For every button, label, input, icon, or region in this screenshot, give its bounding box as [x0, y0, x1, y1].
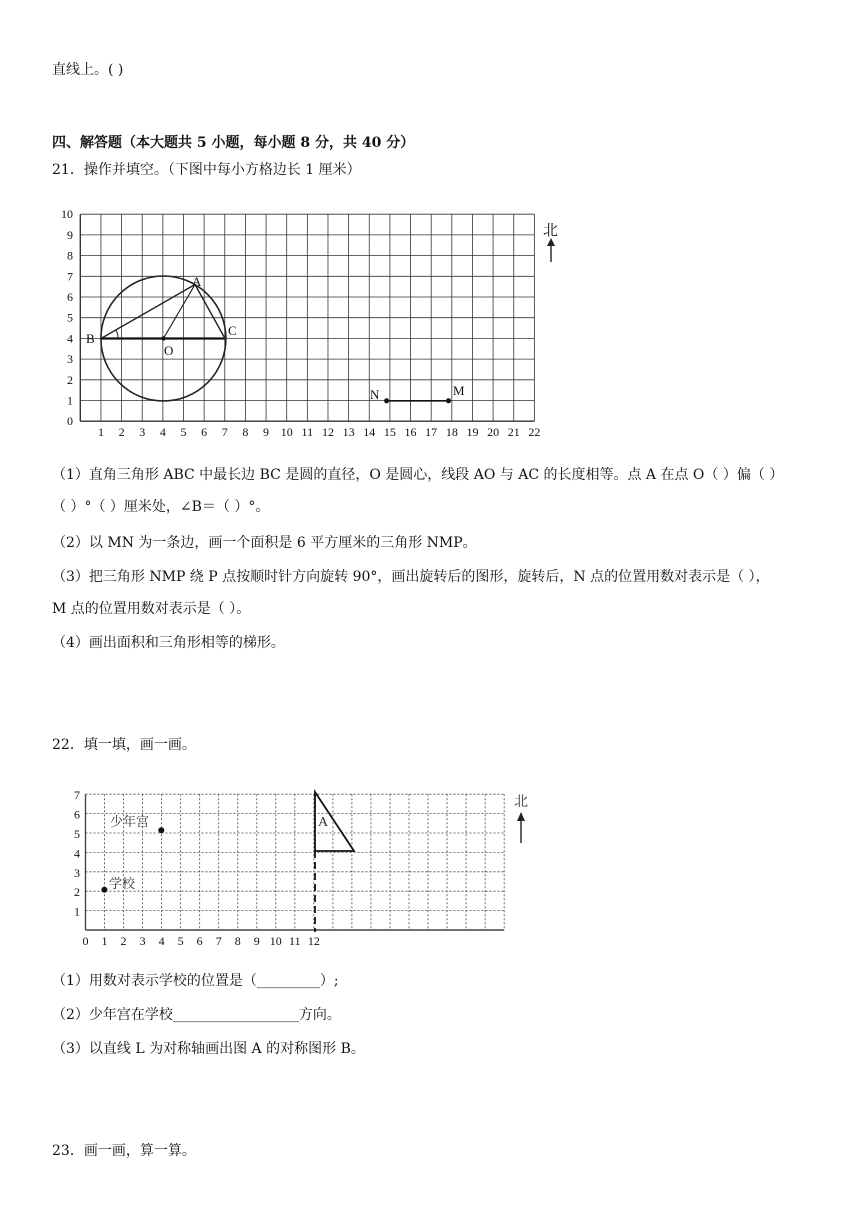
label-b: B	[86, 331, 95, 346]
x-tick-label: 3	[139, 425, 146, 439]
x-tick-label-2: 9	[253, 934, 260, 948]
x-tick-label-2: 3	[139, 934, 146, 948]
question-22-part-3: （3）以直线 L 为对称轴画出图 A 的对称图形 B。	[52, 1041, 365, 1057]
tick-labels	[61, 207, 540, 439]
x-tick-label: 2	[118, 425, 125, 439]
figure-21-grid	[55, 200, 595, 445]
y-tick-label: 1	[67, 393, 73, 408]
point-m	[446, 398, 451, 403]
y-tick-label-2: 6	[74, 807, 80, 822]
question-21-part-1a: （1）直角三角形 ABC 中最长边 BC 是圆的直径，O 是圆心，线段 AO 与 AC 的长度相等。点 A 在点 O（ ）偏（ ）	[52, 467, 784, 483]
y-tick-label: 7	[67, 269, 73, 284]
label-triangle-a: A	[318, 815, 329, 830]
y-tick-label-2: 2	[74, 885, 80, 900]
figure-a-and-points	[101, 792, 525, 932]
point-n	[384, 398, 389, 403]
question-21-title: 21．操作并填空。（下图中每小方格边长 1 厘米）	[52, 162, 361, 178]
section-heading: 四、解答题（本大题共 5 小题，每小题 8 分，共 40 分）	[52, 135, 415, 151]
x-tick-label: 17	[425, 425, 438, 439]
x-tick-label-2: 10	[269, 934, 282, 948]
x-tick-label: 18	[445, 425, 458, 439]
x-tick-label: 1	[97, 425, 104, 439]
y-tick-label-2: 5	[74, 827, 80, 841]
y-tick-label: 6	[67, 290, 73, 304]
question-21-part-3a: （3）把三角形 NMP 绕 P 点按顺时针方向旋转 90°，画出旋转后的图形，旋转后，N 点的位置用数对表示是（ ），	[52, 569, 770, 585]
x-tick-label-2: 6	[196, 934, 203, 948]
x-tick-label: 20	[487, 425, 500, 439]
point-palace	[158, 827, 164, 833]
x-tick-label: 11	[301, 425, 314, 439]
x-tick-label-2: 11	[289, 934, 301, 948]
segment-ao	[163, 285, 195, 339]
prev-question-tail: 直线上。( )	[52, 62, 124, 78]
x-tick-label: 8	[242, 425, 249, 439]
x-tick-label: 7	[221, 425, 228, 439]
question-22-part-1: （1）用数对表示学校的位置是（_________）;	[52, 973, 339, 989]
label-m: M	[453, 383, 465, 398]
x-tick-label-2: 4	[158, 934, 165, 948]
angle-b-arc	[116, 330, 118, 339]
y-tick-label-2: 3	[74, 865, 80, 880]
x-tick-label-2: 8	[234, 934, 241, 948]
y-tick-label: 2	[67, 372, 73, 387]
x-tick-label: 16	[404, 425, 417, 439]
y-tick-label-2: 7	[74, 788, 80, 803]
x-tick-label: 22	[528, 425, 541, 439]
x-tick-label: 5	[180, 425, 187, 439]
north-label-2: 北	[514, 795, 528, 810]
point-school	[101, 887, 107, 893]
question-21-part-2: （2）以 MN 为一条边，画一个面积是 6 平方厘米的三角形 NMP。	[52, 535, 477, 551]
x-tick-label: 14	[363, 425, 376, 439]
question-21-part-3b: M 点的位置用数对表示是（ ）。	[52, 601, 251, 617]
x-tick-label: 13	[342, 425, 355, 439]
label-o: O	[164, 343, 174, 358]
y-tick-label: 10	[61, 207, 73, 222]
figure-22-grid	[70, 780, 540, 950]
y-tick-label: 4	[67, 331, 73, 346]
x-tick-label-2: 1	[101, 934, 108, 948]
y-tick-label-2: 1	[74, 904, 80, 919]
x-tick-label-2: 0	[82, 934, 89, 948]
x-tick-label-2: 5	[177, 934, 184, 948]
label-c: C	[228, 323, 237, 338]
question-21-part-4: （4）画出面积和三角形相等的梯形。	[52, 635, 285, 651]
north-arrow-icon-2	[517, 812, 525, 821]
label-n: N	[370, 387, 380, 402]
label-school: 学校	[109, 876, 136, 891]
x-tick-label: 6	[201, 425, 208, 439]
x-tick-label: 4	[159, 425, 166, 439]
point-o	[161, 336, 165, 340]
north-arrow-icon	[547, 238, 555, 246]
x-tick-label-2: 12	[307, 934, 320, 948]
label-a: A	[192, 274, 202, 289]
y-tick-label: 0	[67, 414, 73, 429]
question-22-part-2: （2）少年宫在学校__________________方向。	[52, 1007, 341, 1023]
x-tick-label-2: 7	[215, 934, 222, 948]
x-tick-label-2: 2	[120, 934, 127, 948]
north-label: 北	[543, 223, 559, 239]
segment-ab	[101, 285, 195, 339]
x-tick-label: 19	[466, 425, 479, 439]
label-palace: 少年宫	[110, 814, 150, 829]
x-tick-label: 12	[321, 425, 334, 439]
x-tick-label: 15	[383, 425, 396, 439]
y-tick-label: 9	[67, 227, 73, 242]
question-21-part-1b: （ ）°（ ）厘米处，∠B＝（ ）°。	[52, 499, 270, 515]
grid-lines	[80, 214, 534, 421]
x-tick-label: 10	[280, 425, 293, 439]
y-tick-label: 5	[67, 310, 73, 325]
y-tick-label-2: 4	[74, 846, 80, 861]
y-tick-label: 3	[67, 352, 73, 367]
x-tick-label: 9	[263, 425, 270, 439]
y-tick-label: 8	[67, 248, 73, 263]
tick-labels-2	[74, 788, 320, 948]
x-tick-label: 21	[507, 425, 520, 439]
question-22-title: 22．填一填，画一画。	[52, 737, 196, 753]
question-23-title: 23．画一画，算一算。	[52, 1143, 196, 1159]
